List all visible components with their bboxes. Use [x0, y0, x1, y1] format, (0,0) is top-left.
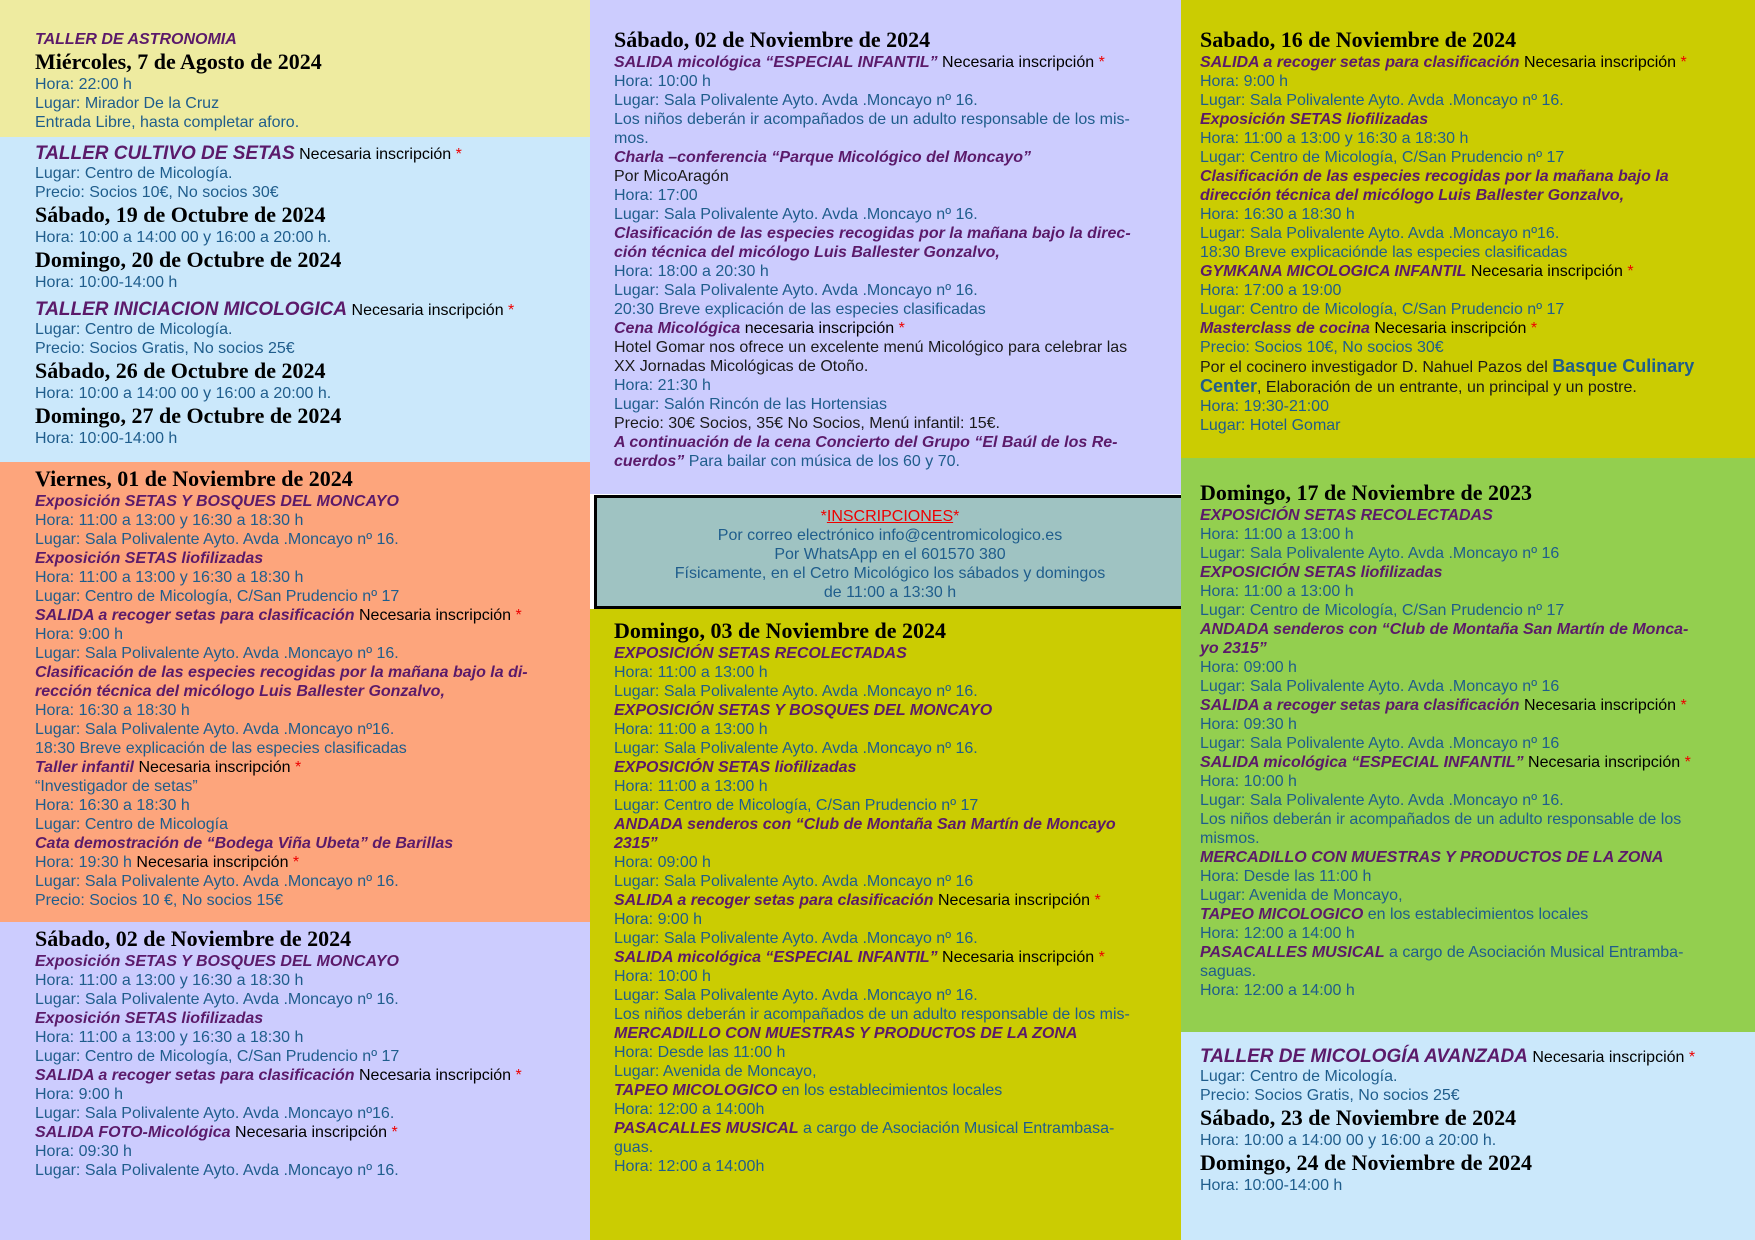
- event-title-line: [1200, 1047, 1755, 1067]
- event-detail: a cargo de Asociación Musical Entrambasa-: [798, 1120, 1115, 1137]
- event-detail: Hora: 19:30 h: [35, 854, 132, 871]
- required-star: *: [294, 759, 302, 776]
- event-title: SALIDA micológica “ESPECIAL INFANTIL”: [614, 949, 943, 966]
- event-detail: “Investigador de setas”: [35, 778, 198, 795]
- event-detail: Hora: 9:00 h: [614, 911, 703, 928]
- event-title: MERCADILLO CON MUESTRAS Y PRODUCTOS DE LA ZONA: [1200, 849, 1664, 866]
- event-detail: mos.: [614, 130, 649, 147]
- event-title-line: [1200, 186, 1719, 205]
- event-title-line: [614, 701, 1164, 720]
- event-title: SALIDA a recoger setas para clasificación: [614, 892, 934, 909]
- event-title-line: [614, 891, 1164, 910]
- event-title: Clasificación de las especies recogidas por la mañana bajo la di-: [35, 664, 528, 681]
- inscription-note: Necesaria inscripción: [359, 607, 512, 624]
- event-title: PASACALLES MUSICAL: [614, 1120, 799, 1137]
- event-detail: Lugar: Hotel Gomar: [1200, 417, 1341, 434]
- date-heading: Domingo, 17 de Noviembre de 2023: [1200, 480, 1533, 505]
- event-detail: Lugar: Centro de Micología, C/San Prudencio nº 17: [614, 797, 979, 814]
- event-detail: Lugar: Sala Polivalente Ayto. Avda .Moncayo nº 16.: [1200, 92, 1564, 109]
- required-star: *: [515, 1067, 522, 1084]
- event-detail-line: [1200, 357, 1719, 377]
- event-title-line: [614, 452, 1164, 471]
- event-title-line: [614, 1024, 1164, 1043]
- required-star: *: [391, 1124, 398, 1141]
- event-title: SALIDA FOTO-Micológica: [35, 1124, 236, 1141]
- required-star: *: [515, 607, 522, 624]
- required-star: *: [1530, 320, 1538, 337]
- event-detail: Precio: Socios 10€, No socios 30€: [35, 184, 279, 201]
- event-title: Exposición SETAS liofilizadas: [35, 1010, 264, 1027]
- event-box-domingo-17-noviembre: [1181, 458, 1755, 1032]
- event-title-line: [35, 663, 578, 682]
- event-title: Taller infantil: [35, 759, 134, 776]
- event-title: cuerdos”: [614, 453, 685, 470]
- event-title-line: [1200, 696, 1719, 715]
- event-detail: mismos.: [1200, 830, 1260, 847]
- event-detail: en los establecimientos locales: [1363, 906, 1589, 923]
- event-title: Charla –conferencia “Parque Micológico del Moncayo”: [614, 149, 1031, 166]
- event-title-line: [35, 758, 578, 777]
- event-title-line: [1200, 620, 1719, 639]
- event-title: Clasificación de las especies recogidas por la mañana bajo la: [1200, 168, 1669, 185]
- event-title-line: [1200, 848, 1719, 867]
- event-title: dirección técnica del micólogo Luis Ballester Gonzalvo,: [1200, 187, 1625, 204]
- inscription-note: Necesaria inscripción: [938, 892, 1091, 909]
- event-title-line: [1200, 262, 1719, 281]
- date-heading: Sábado, 26 de Octubre de 2024: [35, 358, 326, 383]
- event-title-line: [1200, 905, 1719, 924]
- event-detail: Hora: 10:00 h: [1200, 773, 1297, 790]
- event-detail: Hora: 10:00-14:00 h: [35, 430, 178, 447]
- event-detail: a cargo de Asociación Musical Entramba-: [1384, 944, 1684, 961]
- event-title-line: [1200, 319, 1719, 338]
- event-title: Exposición SETAS Y BOSQUES DEL MONCAYO: [35, 953, 399, 970]
- event-detail: Hora: 10:00 a 14:00 00 y 16:00 a 20:00 h.: [35, 385, 332, 402]
- event-title: EXPOSICIÓN SETAS liofilizadas: [614, 759, 857, 776]
- event-title-line: [35, 30, 590, 49]
- event-detail: Hora: 12:00 a 14:00h: [614, 1101, 765, 1118]
- event-title: SALIDA micológica “ESPECIAL INFANTIL”: [1200, 754, 1529, 771]
- event-detail-line: [35, 853, 578, 872]
- event-box-talleres-octubre: [0, 137, 590, 462]
- inscription-note: Necesaria inscripción: [1470, 263, 1623, 280]
- event-detail: Hora: 11:00 a 13:00 h: [614, 721, 768, 738]
- event-detail: Hora: 11:00 a 13:00 h: [1200, 526, 1354, 543]
- event-detail: Entrada Libre, hasta completar aforo.: [35, 114, 300, 131]
- event-detail: saguas.: [1200, 963, 1257, 980]
- inscripciones-email: Por correo electrónico info@centromicologico.es: [717, 527, 1063, 544]
- event-detail: Precio: Socios 10 €, No socios 15€: [35, 892, 284, 909]
- event-title: TALLER DE ASTRONOMIA: [35, 31, 237, 48]
- date-heading: Domingo, 27 de Octubre de 2024: [35, 403, 342, 428]
- event-detail: Lugar: Centro de Micología, C/San Prudencio nº 17: [1200, 602, 1565, 619]
- required-star: *: [898, 320, 905, 337]
- event-detail: Hora: 10:00 a 14:00 00 y 16:00 a 20:00 h.: [1200, 1132, 1497, 1149]
- event-title-line: [614, 148, 1164, 167]
- event-detail: Lugar: Centro de Micología, C/San Prudencio nº 17: [35, 588, 400, 605]
- event-title-line: [614, 319, 1164, 338]
- event-detail: Hora: 09:30 h: [35, 1143, 132, 1160]
- event-detail: Lugar: Avenida de Moncayo,: [1200, 887, 1403, 904]
- event-detail: Hora: 11:00 a 13:00 h: [614, 664, 768, 681]
- event-title: GYMKANA MICOLOGICA INFANTIL: [1200, 263, 1467, 280]
- required-star: *: [1680, 54, 1687, 71]
- event-title-line: [35, 144, 590, 164]
- date-heading: Domingo, 20 de Octubre de 2024: [35, 247, 342, 272]
- event-detail: Lugar: Sala Polivalente Ayto. Avda .Moncayo nº16.: [35, 721, 395, 738]
- event-title-line: [614, 644, 1164, 663]
- event-title: ANDADA senderos con “Club de Montaña San Martín de Monca-: [1200, 621, 1689, 638]
- event-detail: Lugar: Centro de Micología.: [1200, 1068, 1398, 1085]
- required-star: *: [1098, 54, 1105, 71]
- event-detail: Lugar: Sala Polivalente Ayto. Avda .Moncayo nº 16.: [35, 531, 399, 548]
- event-title-line: [35, 682, 578, 701]
- required-star: *: [455, 146, 462, 163]
- event-box-taller-avanzada: [1181, 1032, 1755, 1240]
- event-title: EXPOSICIÓN SETAS RECOLECTADAS: [1200, 507, 1493, 524]
- event-detail: Los niños deberán ir acompañados de un adulto responsable de los mis-: [614, 1006, 1130, 1023]
- event-title-line: [614, 758, 1164, 777]
- required-star: *: [1688, 1049, 1696, 1066]
- brand-name: Basque Culinary: [1552, 356, 1695, 376]
- event-detail: Los niños deberán ir acompañados de un adulto responsable de los: [1200, 811, 1682, 828]
- event-detail: Por MicoAragón: [614, 168, 729, 185]
- event-title: ANDADA senderos con “Club de Montaña San Martín de Moncayo: [614, 816, 1116, 833]
- event-detail: XX Jornadas Micológicas de Otoño.: [614, 358, 869, 375]
- event-title: SALIDA a recoger setas para clasificación: [35, 607, 355, 624]
- event-title-line: [35, 1066, 590, 1085]
- inscription-note: Necesaria inscripción: [136, 854, 289, 871]
- event-box-sabado-16-noviembre: [1181, 0, 1755, 458]
- date-heading: Sábado, 23 de Noviembre de 2024: [1200, 1105, 1517, 1130]
- event-detail: Hora: 12:00 a 14:00h: [614, 1158, 765, 1175]
- event-detail: 18:30 Breve explicaciónde las especies clasificadas: [1200, 244, 1568, 261]
- event-detail: Hora: 21:30 h: [614, 377, 711, 394]
- required-star: *: [1098, 949, 1105, 966]
- inscription-note: Necesaria inscripción: [1528, 754, 1681, 771]
- date-heading: Miércoles, 7 de Agosto de 2024: [35, 49, 322, 74]
- event-title-line: [1200, 563, 1719, 582]
- event-detail: , Elaboración de un entrante, un principal y un postre.: [1257, 379, 1637, 396]
- event-title-line: [614, 53, 1164, 72]
- inscription-note: Necesaria inscripción: [138, 759, 291, 776]
- event-title-line: [35, 1123, 590, 1142]
- event-detail: Hora: 17:00 a 19:00: [1200, 282, 1342, 299]
- event-detail: Lugar: Centro de Micología.: [35, 165, 233, 182]
- event-detail: Para bailar con música de los 60 y 70.: [684, 453, 960, 470]
- event-detail: Lugar: Sala Polivalente Ayto. Avda .Moncayo nº 16.: [614, 740, 978, 757]
- inscription-note: Necesaria inscripción: [351, 302, 504, 319]
- event-title-line: [614, 243, 1164, 262]
- event-detail: Hora: 09:00 h: [1200, 659, 1297, 676]
- event-detail: Lugar: Centro de Micología, C/San Prudencio nº 17: [35, 1048, 400, 1065]
- event-title: Masterclass de cocina: [1200, 320, 1370, 337]
- event-title-line: [35, 952, 590, 971]
- date-heading: Viernes, 01 de Noviembre de 2024: [35, 466, 353, 491]
- event-detail: Lugar: Sala Polivalente Ayto. Avda .Moncayo nº 16.: [1200, 792, 1564, 809]
- inscripciones-title: *INSCRIPCIONES*: [820, 508, 960, 525]
- event-detail: Hora: 17:00: [614, 187, 698, 204]
- inscription-note: Necesaria inscripción: [942, 54, 1095, 71]
- event-title-line: [614, 948, 1164, 967]
- event-detail: en los establecimientos locales: [777, 1082, 1003, 1099]
- date-heading: Sábado, 02 de Noviembre de 2024: [35, 926, 352, 951]
- event-detail: Lugar: Sala Polivalente Ayto. Avda .Moncayo nº 16.: [614, 683, 978, 700]
- event-title-line: [35, 834, 578, 853]
- event-title: SALIDA micológica “ESPECIAL INFANTIL”: [614, 54, 943, 71]
- event-detail: Los niños deberán ir acompañados de un adulto responsable de los mis-: [614, 111, 1130, 128]
- event-title-line: [614, 1081, 1164, 1100]
- event-detail: Lugar: Centro de Micología.: [35, 321, 233, 338]
- inscripciones-whatsapp: Por WhatsApp en el 601570 380: [774, 546, 1006, 563]
- event-title: rección técnica del micólogo Luis Ballester Gonzalvo,: [35, 683, 445, 700]
- event-detail-line: [1200, 377, 1719, 397]
- event-title-line: [614, 834, 1164, 853]
- event-title: EXPOSICIÓN SETAS liofilizadas: [1200, 564, 1443, 581]
- event-detail: Hora: 10:00 a 14:00 00 y 16:00 a 20:00 h.: [35, 229, 332, 246]
- inscription-note: Necesaria inscripción: [1374, 320, 1527, 337]
- date-heading: Sabado, 16 de Noviembre de 2024: [1200, 27, 1517, 52]
- event-title: TALLER DE MICOLOGÍA AVANZADA: [1200, 1046, 1528, 1067]
- event-detail: Hora: 11:00 a 13:00 y 16:30 a 18:30 h: [35, 569, 304, 586]
- event-detail: Hora: 11:00 a 13:00 h: [1200, 583, 1354, 600]
- event-detail: Lugar: Sala Polivalente Ayto. Avda .Moncayo nº 16.: [614, 206, 978, 223]
- inscripciones-box: [594, 495, 1186, 609]
- event-title-line: [35, 492, 578, 511]
- event-detail: Hora: 16:30 a 18:30 h: [35, 702, 190, 719]
- event-detail: Hora: 19:30-21:00: [1200, 398, 1329, 415]
- event-title: ción técnica del micólogo Luis Ballester Gonzalvo,: [614, 244, 1000, 261]
- inscription-note: Necesaria inscripción: [1524, 697, 1677, 714]
- event-detail: Hora: 11:00 a 13:00 y 16:30 a 18:30 h: [35, 972, 304, 989]
- event-box-sabado-2-noviembre-tarde: [590, 0, 1181, 494]
- event-title: SALIDA a recoger setas para clasificación: [1200, 54, 1520, 71]
- event-title: Cata demostración de “Bodega Viña Ubeta” de Barillas: [35, 835, 454, 852]
- inscription-note: necesaria inscripción: [744, 320, 895, 337]
- event-title: EXPOSICIÓN SETAS RECOLECTADAS: [614, 645, 907, 662]
- event-title: TALLER CULTIVO DE SETAS: [35, 143, 295, 164]
- event-detail: Lugar: Sala Polivalente Ayto. Avda .Moncayo nº 16.: [614, 930, 978, 947]
- required-star: *: [1684, 754, 1691, 771]
- event-detail: Lugar: Sala Polivalente Ayto. Avda .Moncayo nº 16: [1200, 545, 1560, 562]
- required-star: *: [1094, 892, 1101, 909]
- required-star: *: [292, 854, 300, 871]
- event-detail: Lugar: Sala Polivalente Ayto. Avda .Moncayo nº 16: [1200, 678, 1560, 695]
- event-detail: Lugar: Salón Rincón de las Hortensias: [614, 396, 888, 413]
- inscription-note: Necesaria inscripción: [299, 146, 452, 163]
- event-detail: Lugar: Sala Polivalente Ayto. Avda .Moncayo nº16.: [1200, 225, 1560, 242]
- event-detail: 20:30 Breve explicación de las especies clasificadas: [614, 301, 986, 318]
- event-detail: Precio: Socios Gratis, No socios 25€: [35, 340, 295, 357]
- required-star: *: [1680, 697, 1687, 714]
- event-detail: Lugar: Sala Polivalente Ayto. Avda .Moncayo nº 16.: [614, 92, 978, 109]
- inscripciones-horario: de 11:00 a 13:30 h: [823, 584, 957, 601]
- event-box-domingo-3-noviembre: [590, 609, 1181, 1240]
- inscription-note: Necesaria inscripción: [1532, 1049, 1685, 1066]
- event-detail: Hora: 9:00 h: [35, 1086, 124, 1103]
- event-title: Cena Micológica: [614, 320, 741, 337]
- event-title-line: [1200, 506, 1719, 525]
- event-detail: Hora: 22:00 h: [35, 76, 132, 93]
- event-title-line: [1200, 53, 1719, 72]
- event-title: A continuación de la cena Concierto del Grupo “El Baúl de los Re-: [614, 434, 1118, 451]
- event-title: SALIDA a recoger setas para clasificación: [1200, 697, 1520, 714]
- event-title: Clasificación de las especies recogidas por la mañana bajo la direc-: [614, 225, 1131, 242]
- event-detail: Lugar: Centro de Micología: [35, 816, 228, 833]
- date-heading: Sábado, 02 de Noviembre de 2024: [614, 27, 931, 52]
- event-detail: Lugar: Avenida de Moncayo,: [614, 1063, 817, 1080]
- event-detail: Lugar: Sala Polivalente Ayto. Avda .Moncayo nº16.: [35, 1105, 395, 1122]
- event-title-line: [614, 433, 1164, 452]
- event-detail: Lugar: Sala Polivalente Ayto. Avda .Moncayo nº 16: [1200, 735, 1560, 752]
- event-detail: Lugar: Sala Polivalente Ayto. Avda .Moncayo nº 16.: [35, 1162, 399, 1179]
- inscription-note: Necesaria inscripción: [942, 949, 1095, 966]
- event-detail: Lugar: Sala Polivalente Ayto. Avda .Moncayo nº 16: [614, 873, 974, 890]
- event-title-line: [1200, 753, 1719, 772]
- event-detail: Lugar: Sala Polivalente Ayto. Avda .Moncayo nº 16.: [614, 282, 978, 299]
- event-detail: Lugar: Centro de Micología, C/San Prudencio nº 17: [1200, 149, 1565, 166]
- event-detail: Lugar: Sala Polivalente Ayto. Avda .Moncayo nº 16.: [35, 645, 399, 662]
- event-detail: Hora: 10:00 h: [614, 73, 711, 90]
- inscription-note: Necesaria inscripción: [359, 1067, 512, 1084]
- event-title: PASACALLES MUSICAL: [1200, 944, 1385, 961]
- inscripciones-presencial: Físicamente, en el Cetro Micológico los sábados y domingos: [674, 565, 1106, 582]
- event-detail: guas.: [614, 1139, 654, 1156]
- event-title: Exposición SETAS liofilizadas: [35, 550, 264, 567]
- event-detail: Lugar: Sala Polivalente Ayto. Avda .Moncayo nº 16.: [35, 991, 399, 1008]
- date-heading: Domingo, 03 de Noviembre de 2024: [614, 618, 947, 643]
- event-title: MERCADILLO CON MUESTRAS Y PRODUCTOS DE LA ZONA: [614, 1025, 1078, 1042]
- required-star: *: [1627, 263, 1634, 280]
- event-detail: Hora: 9:00 h: [1200, 73, 1289, 90]
- event-title-line: [1200, 639, 1719, 658]
- event-detail: Hora: Desde las 11:00 h: [1200, 868, 1372, 885]
- event-title-line: [614, 815, 1164, 834]
- event-detail: Precio: 30€ Socios, 35€ No Socios, Menú infantil: 15€.: [614, 415, 1000, 432]
- event-box-sabado-2-noviembre-manana: [0, 922, 590, 1240]
- date-heading: Domingo, 24 de Noviembre de 2024: [1200, 1150, 1533, 1175]
- brand-name: Center: [1200, 376, 1258, 396]
- event-detail: Precio: Socios 10€, No socios 30€: [1200, 339, 1444, 356]
- event-title: SALIDA a recoger setas para clasificación: [35, 1067, 355, 1084]
- event-box-astronomia: [0, 0, 590, 137]
- event-title-line: [1200, 110, 1719, 129]
- event-detail: Hora: 9:00 h: [35, 626, 124, 643]
- event-detail: Hora: 09:30 h: [1200, 716, 1297, 733]
- event-detail: Hora: 11:00 a 13:00 y 16:30 a 18:30 h: [35, 1029, 304, 1046]
- event-detail: Hora: 10:00-14:00 h: [1200, 1177, 1343, 1194]
- inscription-note: Necesaria inscripción: [235, 1124, 388, 1141]
- event-detail: Precio: Socios Gratis, No socios 25€: [1200, 1087, 1460, 1104]
- event-title-line: [1200, 167, 1719, 186]
- event-detail: Lugar: Centro de Micología, C/San Prudencio nº 17: [1200, 301, 1565, 318]
- event-detail: Hora: 10:00 h: [614, 968, 711, 985]
- event-detail: Hora: 09:00 h: [614, 854, 711, 871]
- event-title: Exposición SETAS Y BOSQUES DEL MONCAYO: [35, 493, 399, 510]
- event-detail: Por el cocinero investigador D. Nahuel Pazos del: [1200, 359, 1553, 376]
- event-detail: Hora: Desde las 11:00 h: [614, 1044, 786, 1061]
- event-title: yo 2315”: [1200, 640, 1267, 657]
- event-title-line: [35, 300, 590, 320]
- event-detail: Lugar: Sala Polivalente Ayto. Avda .Moncayo nº 16.: [614, 987, 978, 1004]
- event-title: 2315”: [614, 835, 658, 852]
- event-detail: Hora: 11:00 a 13:00 h: [614, 778, 768, 795]
- event-box-viernes-1-noviembre: [0, 462, 590, 922]
- event-title-line: [35, 549, 578, 568]
- event-detail: Hora: 18:00 a 20:30 h: [614, 263, 769, 280]
- required-star: *: [508, 302, 515, 319]
- date-heading: Sábado, 19 de Octubre de 2024: [35, 202, 326, 227]
- event-title-line: [614, 1119, 1164, 1138]
- event-title: TAPEO MICOLOGICO: [1200, 906, 1364, 923]
- event-detail: Hora: 12:00 a 14:00 h: [1200, 925, 1355, 942]
- event-title: TAPEO MICOLOGICO: [614, 1082, 778, 1099]
- event-detail: Hora: 16:30 a 18:30 h: [35, 797, 190, 814]
- event-detail: Lugar: Sala Polivalente Ayto. Avda .Moncayo nº 16.: [35, 873, 399, 890]
- event-title: TALLER INICIACION MICOLOGICA: [35, 299, 348, 320]
- event-detail: 18:30 Breve explicación de las especies clasificadas: [35, 740, 407, 757]
- event-detail: Hora: 11:00 a 13:00 y 16:30 a 18:30 h: [35, 512, 304, 529]
- event-title-line: [35, 1009, 590, 1028]
- inscription-note: Necesaria inscripción: [1524, 54, 1677, 71]
- event-detail: Hotel Gomar nos ofrece un excelente menú Micológico para celebrar las: [614, 339, 1128, 356]
- event-detail: Hora: 16:30 a 18:30 h: [1200, 206, 1355, 223]
- event-detail: Lugar: Mirador De la Cruz: [35, 95, 220, 112]
- event-detail: Hora: 12:00 a 14:00 h: [1200, 982, 1355, 999]
- event-detail: Hora: 10:00-14:00 h: [35, 274, 178, 291]
- event-title-line: [614, 224, 1164, 243]
- event-title-line: [1200, 943, 1719, 962]
- event-title: EXPOSICIÓN SETAS Y BOSQUES DEL MONCAYO: [614, 702, 993, 719]
- event-title-line: [35, 606, 578, 625]
- event-detail: Hora: 11:00 a 13:00 y 16:30 a 18:30 h: [1200, 130, 1469, 147]
- event-title: Exposición SETAS liofilizadas: [1200, 111, 1429, 128]
